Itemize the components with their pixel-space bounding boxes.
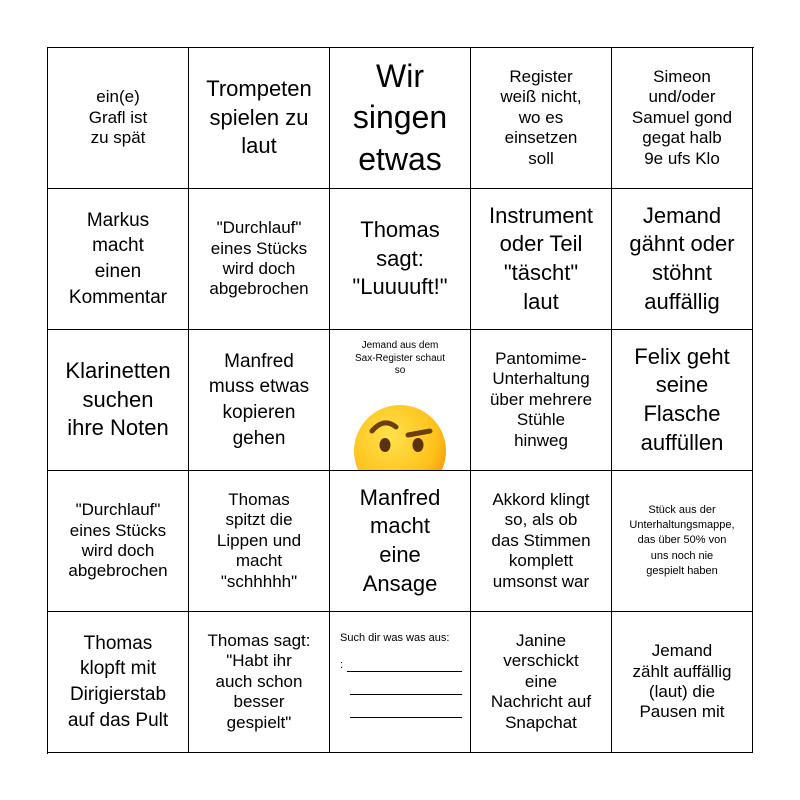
free-space-caption: Jemand aus dem Sax-Register schaut so (354, 340, 446, 376)
underline (350, 709, 462, 718)
cell-text: ein(e) Grafl ist zu spät (88, 87, 148, 148)
bingo-cell[interactable] (189, 48, 330, 189)
write-in-line-prefix: : (340, 659, 344, 672)
cell-text: Wir singen etwas (352, 57, 448, 177)
cell-text: Simeon und/oder Samuel gond gegat halb 9e ufs Klo (631, 67, 733, 168)
write-in-line[interactable] (340, 686, 462, 695)
cell-text: Klarinetten suchen ihre Noten (65, 358, 171, 441)
bingo-cell[interactable] (48, 189, 189, 330)
bingo-cell[interactable] (612, 471, 753, 612)
cell-text: Akkord klingt so, als ob das Stimmen komplett umsonst war (491, 490, 591, 591)
bingo-cell[interactable] (471, 189, 612, 330)
bingo-cell[interactable] (612, 612, 753, 753)
bingo-cell[interactable] (330, 48, 471, 189)
underline (347, 663, 462, 672)
raised-eyebrow-face-icon (350, 382, 450, 472)
bingo-cell[interactable] (612, 330, 753, 471)
write-in-line[interactable] (340, 709, 462, 718)
cell-text: Thomas sagt: "Luuuuft!" (352, 217, 448, 300)
bingo-cell[interactable] (189, 471, 330, 612)
bingo-cell[interactable] (189, 189, 330, 330)
cell-text: Manfred muss etwas kopieren gehen (208, 350, 310, 449)
bingo-cell[interactable] (189, 330, 330, 471)
write-in-prompt: Such dir was was aus: (340, 632, 450, 644)
underline (350, 686, 462, 695)
write-in-cell[interactable] (330, 612, 471, 753)
bingo-cell[interactable] (330, 189, 471, 330)
cell-text: Pantomime- Unterhaltung über mehrere Stühle hinweg (489, 349, 593, 450)
cell-text: Jemand zählt auffällig (laut) die Pausen mit (632, 641, 732, 722)
cell-text: Felix geht seine Flasche auffüllen (634, 343, 730, 455)
bingo-cell[interactable] (471, 48, 612, 189)
bingo-cell[interactable] (612, 189, 753, 330)
bingo-cell[interactable] (471, 612, 612, 753)
cell-text: Jemand gähnt oder stöhnt auffällig (629, 202, 735, 314)
bingo-cell[interactable] (612, 48, 753, 189)
cell-text: Thomas sagt: "Habt ihr auch schon besser gespielt" (207, 631, 311, 732)
cell-text: Markus macht einen Kommentar (68, 209, 168, 308)
cell-text: Manfred macht eine Ansage (359, 484, 441, 596)
cell-text: Instrument oder Teil "täscht" laut (489, 202, 593, 314)
free-space-cell[interactable] (330, 330, 471, 471)
bingo-board (47, 47, 754, 754)
cell-text: Trompeten spielen zu laut (206, 76, 312, 159)
cell-text: Stück aus der Unterhaltungsmappe, das über 50% von uns noch nie gespielt haben (629, 503, 735, 578)
bingo-cell[interactable] (471, 330, 612, 471)
cell-text: Thomas spitzt die Lippen und macht "schhhhh" (216, 490, 302, 591)
bingo-cell[interactable] (189, 612, 330, 753)
write-in-line[interactable] (340, 659, 462, 672)
cell-text: Thomas klopft mit Dirigierstab auf das Pult (67, 632, 169, 731)
bingo-cell[interactable] (48, 48, 189, 189)
cell-text: "Durchlauf" eines Stücks wird doch abgebrochen (68, 500, 168, 581)
bingo-cell[interactable] (471, 471, 612, 612)
bingo-cell[interactable] (48, 330, 189, 471)
bingo-cell[interactable] (48, 612, 189, 753)
cell-text: "Durchlauf" eines Stücks wird doch abgebrochen (209, 218, 309, 299)
cell-text: Janine verschickt eine Nachricht auf Snapchat (490, 631, 592, 732)
bingo-cell[interactable] (48, 471, 189, 612)
bingo-cell[interactable] (330, 471, 471, 612)
cell-text: Register weiß nicht, wo es einsetzen soll (500, 67, 582, 168)
